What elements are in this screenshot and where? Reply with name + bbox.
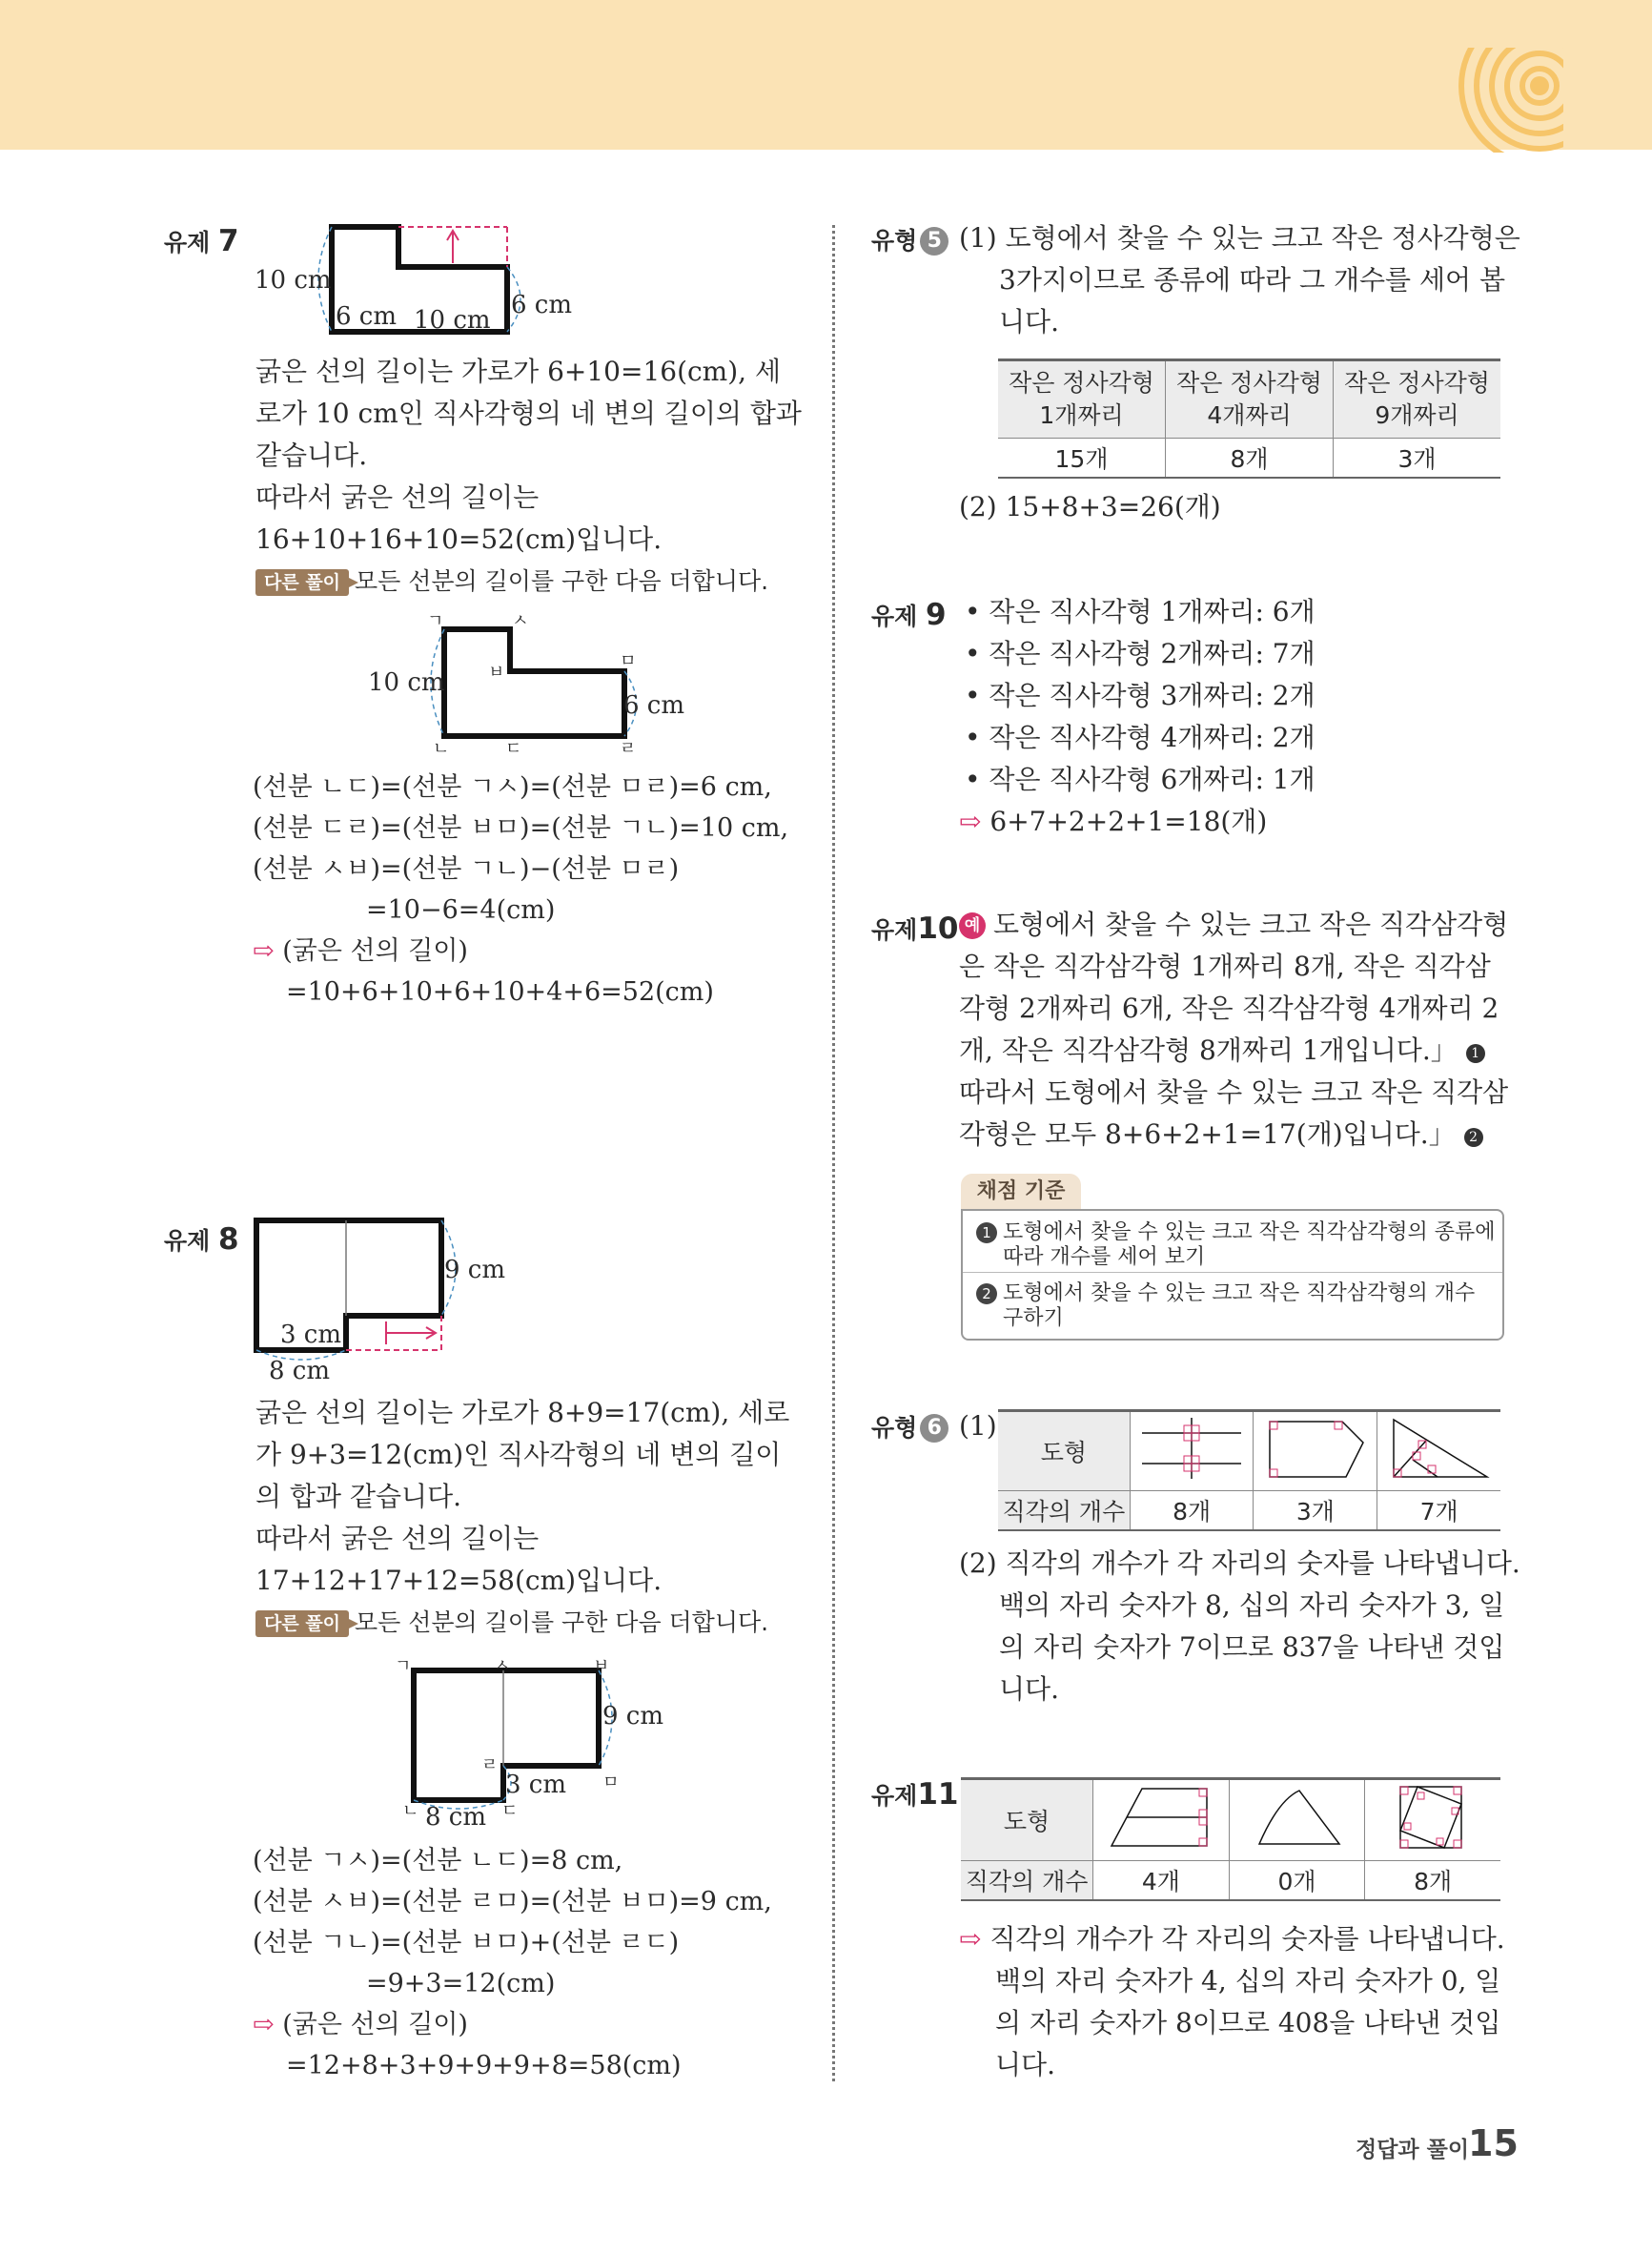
fig8-alt-g: ㄱ (395, 1656, 412, 1676)
p7-line-3: 같습니다. (255, 440, 368, 471)
p11-row1-header: 도형 (961, 1779, 1093, 1861)
fig8-alt-notch-label: 3 cm (505, 1771, 567, 1799)
p9-result: ⇨ 6+7+2+2+1=18(개) (959, 806, 1268, 837)
p8-eq-3: (선분 ㄱㄴ)=(선분 ㅂㅁ)+(선분 ㄹㄷ) (253, 1928, 680, 1957)
p7-line-2: 로가 10 cm인 직사각형의 네 변의 길이의 합과 (255, 398, 802, 429)
p8-line-2: 가 9+3=12(cm)인 직사각형의 네 변의 길이 (255, 1439, 782, 1470)
t5-table (998, 358, 1500, 479)
fig7-height-label: 10 cm (255, 266, 332, 295)
p11-shape-3 (1365, 1779, 1500, 1861)
t6-shape-1 (1130, 1411, 1254, 1491)
criteria-2: 2 도형에서 찾을 수 있는 크고 작은 직각삼각형의 개수 구하기 (976, 1281, 1475, 1331)
problem-9-label: 유제 9 (871, 598, 947, 632)
t5-header-2: 작은 정사각형 4개짜리 (1166, 360, 1334, 439)
p9-item-3: • 작은 직사각형 3개짜리: 2개 (965, 680, 1315, 711)
fig7-alt-right-label: 6 cm (623, 691, 685, 720)
fig8-alt-n: ㄴ (402, 1801, 419, 1821)
fig8-right-label: 9 cm (444, 1256, 506, 1284)
p9-item-1: • 작은 직사각형 1개짜리: 6개 (965, 596, 1315, 627)
swirl-decoration-icon (1373, 48, 1563, 153)
p8-eq-5: ⇨ (굵은 선의 길이) (253, 2010, 468, 2039)
p10-line-2: 은 작은 직각삼각형 1개짜리 8개, 작은 직각삼 (959, 951, 1491, 982)
t6-shape-3 (1377, 1411, 1500, 1491)
p8-line-1: 굵은 선의 길이는 가로가 8+9=17(cm), 세로 (255, 1397, 790, 1428)
column-divider (832, 225, 835, 2081)
fig7-alt-h: ㅂ (488, 663, 505, 683)
p9-item-4: • 작은 직사각형 4개짜리: 2개 (965, 722, 1315, 753)
fig8-alt-r: ㄹ (481, 1755, 499, 1775)
fig7-alt-g: ㄱ (427, 611, 444, 631)
p8-eq-2: (선분 ㅅㅂ)=(선분 ㄹㅁ)=(선분 ㅂㅁ)=9 cm, (253, 1887, 772, 1916)
cross-lines-shape-icon (1136, 1412, 1247, 1485)
t5-value-3: 3개 (1334, 439, 1501, 479)
fig7-alt-d: ㄷ (505, 739, 522, 759)
curved-triangle-shape-icon (1240, 1781, 1355, 1854)
t6-part2-line-1: (2) 직각의 개수가 각 자리의 숫자를 나타냅니다. (959, 1547, 1520, 1579)
fig7-base2-label: 10 cm (414, 306, 491, 335)
t6-row1-header: 도형 (998, 1411, 1130, 1491)
p10-line-1: 도형에서 찾을 수 있는 크고 작은 직각삼각형 (993, 909, 1509, 940)
p8-eq-4: =9+3=12(cm) (366, 1969, 556, 1998)
p11-shape-2 (1229, 1779, 1365, 1861)
p10-line-5: 따라서 도형에서 찾을 수 있는 크고 작은 직각삼 (959, 1076, 1509, 1108)
fig8-alt-s: ㅅ (494, 1656, 511, 1676)
result-arrow-icon: ⇨ (253, 936, 275, 966)
p8-line-5: 17+12+17+12=58(cm)입니다. (255, 1565, 663, 1596)
t6-value-1: 8개 (1130, 1491, 1254, 1531)
p11-value-3: 8개 (1365, 1861, 1500, 1901)
page-number: 15 (1468, 2122, 1519, 2164)
p11-value-2: 0개 (1229, 1861, 1365, 1901)
t5-line-2: 3가지이므로 종류에 따라 그 개수를 세어 봅 (999, 264, 1506, 296)
p7-eq-4: =10−6=4(cm) (366, 895, 556, 925)
result-arrow-icon: ⇨ (253, 2010, 275, 2039)
p11-line-3: 의 자리 숫자가 8이므로 408을 나타낸 것입 (995, 2007, 1501, 2038)
criteria-box (961, 1209, 1504, 1341)
result-arrow-icon: ⇨ (959, 806, 982, 837)
p7-eq-5: ⇨ (굵은 선의 길이) (253, 936, 468, 966)
figure-8 (243, 1209, 481, 1371)
t5-part2: (2) 15+8+3=26(개) (959, 491, 1221, 522)
nested-squares-shape-icon (1376, 1781, 1490, 1854)
trapezoid-shape-icon (1104, 1781, 1218, 1854)
p10-line-4: 개, 작은 직각삼각형 8개짜리 1개입니다.」 1 (959, 1032, 1485, 1070)
type-5-label: 유형 5 (871, 222, 948, 260)
fig8-alt-m: ㅁ (602, 1772, 620, 1792)
problem-11-label: 유제11 (871, 1777, 959, 1812)
p8-line-4: 따라서 굵은 선의 길이는 (255, 1523, 540, 1554)
p7-eq-2: (선분 ㄷㄹ)=(선분 ㅂㅁ)=(선분 ㄱㄴ)=10 cm, (253, 813, 789, 843)
t5-line-3: 니다. (999, 306, 1059, 338)
fig8-base-label: 8 cm (269, 1357, 331, 1385)
fig7-alt-n: ㄴ (433, 739, 450, 759)
result-arrow-icon: ⇨ (959, 1923, 982, 1955)
p7-eq-6: =10+6+10+6+10+4+6=52(cm) (286, 977, 714, 1007)
p7-line-4: 따라서 굵은 선의 길이는 (255, 481, 540, 513)
t6-value-3: 7개 (1377, 1491, 1500, 1531)
t5-value-2: 8개 (1166, 439, 1334, 479)
p7-alt-text: 모든 선분의 길이를 구한 다음 더합니다. (355, 567, 769, 595)
p11-value-1: 4개 (1093, 1861, 1230, 1901)
p10-line-6: 각형은 모두 8+6+2+1=17(개)입니다.」 2 (959, 1116, 1483, 1154)
p9-item-2: • 작은 직사각형 2개짜리: 7개 (965, 638, 1315, 669)
t5-header-3: 작은 정사각형 9개짜리 (1334, 360, 1501, 439)
p8-line-3: 의 합과 같습니다. (255, 1481, 462, 1512)
footer-label: 정답과 풀이 (1356, 2138, 1470, 2162)
p8-alt-tag: 다른 풀이 (255, 1610, 349, 1637)
fig8-notch-label: 3 cm (280, 1321, 342, 1349)
p11-line-1: ⇨ 직각의 개수가 각 자리의 숫자를 나타냅니다. (959, 1923, 1505, 1955)
t6-part2-line-4: 니다. (999, 1673, 1059, 1705)
criteria-1: 1 도형에서 찾을 수 있는 크고 작은 직각삼각형의 종류에 따라 개수를 세어 보기 (976, 1220, 1496, 1270)
fig7-right-label: 6 cm (511, 291, 573, 319)
t5-header-1: 작은 정사각형 1개짜리 (998, 360, 1166, 439)
fig7-alt-left-label: 10 cm (368, 668, 445, 697)
p8-alt-text: 모든 선분의 길이를 구한 다음 더합니다. (355, 1608, 769, 1636)
fig8-alt-base-label: 8 cm (425, 1803, 487, 1832)
p11-shape-1 (1093, 1779, 1230, 1861)
p7-eq-1: (선분 ㄴㄷ)=(선분 ㄱㅅ)=(선분 ㅁㄹ)=6 cm, (253, 772, 772, 802)
p8-eq-1: (선분 ㄱㅅ)=(선분 ㄴㄷ)=8 cm, (253, 1846, 623, 1875)
t6-part2-line-3: 의 자리 숫자가 7이므로 837을 나타낸 것입 (999, 1631, 1505, 1663)
p7-line-5: 16+10+16+10=52(cm)입니다. (255, 523, 663, 555)
fig7-base1-label: 6 cm (336, 302, 398, 331)
p7-alt-tag: 다른 풀이 (255, 569, 349, 596)
p9-item-5: • 작은 직사각형 6개짜리: 1개 (965, 764, 1315, 795)
p10-line-3: 각형 2개짜리 6개, 작은 직각삼각형 4개짜리 2 (959, 993, 1499, 1024)
fig7-alt-r: ㄹ (620, 739, 637, 759)
problem-10-label: 유제10 (871, 911, 959, 946)
t5-value-1: 15개 (998, 439, 1166, 479)
criteria-tab: 채점 기준 (961, 1174, 1081, 1210)
type-6-label: 유형 6 (871, 1409, 948, 1447)
t6-value-2: 3개 (1254, 1491, 1377, 1531)
p11-row2-header: 직각의 개수 (961, 1861, 1093, 1901)
fig8-alt-h: ㅂ (593, 1656, 610, 1676)
t5-line-1: (1) 도형에서 찾을 수 있는 크고 작은 정사각형은 (959, 222, 1520, 254)
example-badge: 예 (959, 912, 986, 939)
p11-table (961, 1777, 1500, 1901)
t6-part1: (1) (959, 1410, 997, 1442)
p8-eq-6: =12+8+3+9+9+9+8=58(cm) (286, 2051, 682, 2080)
p7-eq-3: (선분 ㅅㅂ)=(선분 ㄱㄴ)−(선분 ㅁㄹ) (253, 854, 680, 884)
t6-table (998, 1409, 1500, 1531)
p11-line-4: 니다. (995, 2049, 1055, 2080)
t6-shape-2 (1254, 1411, 1377, 1491)
problem-8-label: 유제 8 (164, 1222, 239, 1257)
pentagon-shape-icon (1260, 1412, 1371, 1485)
fig8-alt-d: ㄷ (501, 1801, 519, 1821)
fig8-alt-right-label: 9 cm (602, 1702, 664, 1731)
p11-line-2: 백의 자리 숫자가 4, 십의 자리 숫자가 0, 일 (995, 1965, 1501, 1997)
triangle-shape-icon (1384, 1412, 1495, 1485)
fig7-alt-m: ㅁ (620, 651, 637, 671)
fig7-alt-s: ㅅ (512, 611, 529, 631)
p7-line-1: 굵은 선의 길이는 가로가 6+10=16(cm), 세 (255, 356, 782, 387)
problem-7-label: 유제 7 (164, 224, 239, 258)
t6-row2-header: 직각의 개수 (998, 1491, 1130, 1531)
t6-part2-line-2: 백의 자리 숫자가 8, 십의 자리 숫자가 3, 일 (999, 1589, 1505, 1621)
